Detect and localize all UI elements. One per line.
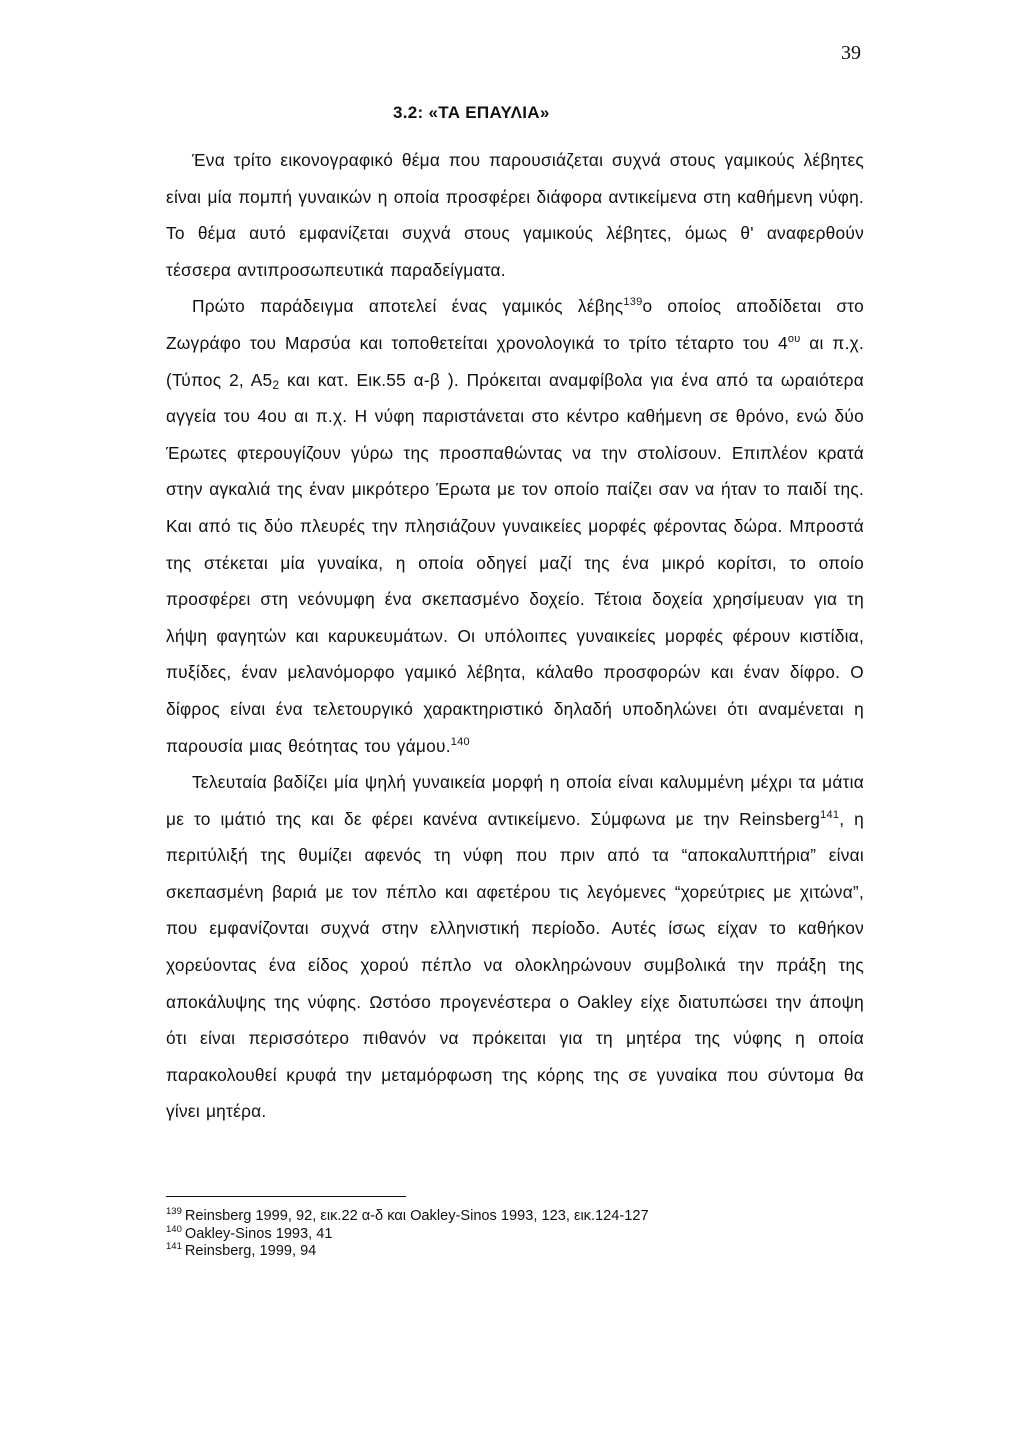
footnote-text: Oakley-Sinos 1993, 41 bbox=[184, 1225, 333, 1242]
paragraph-3-part-1: Τελευταία βαδίζει μία ψηλή γυναικεία μορφή η οποία είναι καλυμμένη μέχρι τα μάτια με το ιμάτιό της και δε φέρει κανένα αντικείμενο. Σύμφωνα με την Reinsberg bbox=[166, 772, 864, 829]
paragraph-2-part-4: και κατ. Εικ.55 α-β ). Πρόκειται αναμφίβολα για ένα από τα ωραιότερα αγγεία του 4ου αι π.χ. Η νύφη παριστάνεται στο κέντρο καθήμενη σε θρόνο, ενώ δύο Έρωτες φτερουγίζουν γύρω της προσπαθώντας να την στολίσουν. Επιπλέον κρατά στην αγκαλιά της έναν μικρότερο Έρωτα με τον οποίο παίζει σαν να ήταν το παιδί της. Και από τις δύο πλευρές την πλησιάζουν γυναικείες μορφές φέροντας δώρα. Μπροστά της στέκεται μία γυναίκα, η οποία οδηγεί μαζί της ένα μικρό κορίτσι, το οποίο προσφέρει στη νεόνυμφη ένα σκεπασμένο δοχείο. Τέτοια δοχεία χρησίμευαν για τη λήψη φαγητών και καρυκευμάτων. Οι υπόλοιπες γυναικείες μορφές φέρουν κιστίδια, πυξίδες, έναν μελανόμορφο γαμικό λέβητα, κάλαθο προσφορών και έναν δίφρο. Ο δίφρος είναι ένα τελετουργικό χαρακτηριστικό δηλαδή υποδηλώνει ότι αναμένεται η παρουσία μιας θεότητας του γάμου. bbox=[166, 369, 865, 756]
body-text bbox=[166, 142, 864, 1130]
footnote-text: Reinsberg 1999, 92, εικ.22 α-δ και Oakley-Sinos 1993, 123, εικ.124-127 bbox=[184, 1208, 649, 1224]
footnote-ref-141: 141 bbox=[820, 808, 840, 821]
footnote-141 bbox=[166, 1243, 866, 1261]
footnote-ref-139: 139 bbox=[623, 296, 643, 309]
type-subscript: 2 bbox=[272, 377, 280, 392]
ordinal-superscript: ου bbox=[787, 332, 801, 345]
footnote-number: 141 bbox=[166, 1241, 182, 1253]
footnote-140 bbox=[166, 1223, 866, 1244]
section-title: 3.2: «ΤΑ ΕΠΑΥΛΙΑ» bbox=[393, 103, 550, 122]
paragraph-1: Ένα τρίτο εικονογραφικό θέμα που παρουσιάζεται συχνά στους γαμικούς λέβητες είναι μία πομπή γυναικών η οποία προσφέρει διάφορα αντικείμενα στη καθήμενη νύφη. Το θέμα αυτό εμφανίζεται συχνά στους γαμικούς λέβητες, όμως θ' αναφερθούν τέσσερα αντιπροσωπευτικά παραδείγματα. bbox=[166, 150, 864, 280]
page-number: 39 bbox=[841, 42, 861, 64]
footnote-divider bbox=[166, 1196, 406, 1197]
footnote-139 bbox=[166, 1208, 866, 1226]
footnote-number: 139 bbox=[166, 1206, 182, 1217]
paragraph-2-part-3: αι π.χ.(Τύπος 2, Α5 bbox=[166, 332, 864, 390]
footnote-ref-140: 140 bbox=[450, 735, 470, 748]
paragraph-2 bbox=[166, 288, 864, 764]
footnote-number: 140 bbox=[166, 1223, 182, 1235]
paragraph-2-part-1: Πρώτο παράδειγμα αποτελεί ένας γαμικός λέβης bbox=[192, 296, 624, 317]
paragraph-3-part-2: , η περιτύλιξή της θυμίζει αφενός τη νύφη που πριν από τα “αποκαλυπτήρια” είναι σκεπασμένη βαριά με τον πέπλο και αφετέρου τις λεγόμενες “χορεύτριες με χιτώνα”, που εμφανίζονται συχνά στην ελληνιστική περίοδο. Αυτές ίσως είχαν το καθήκον χορεύοντας ένα είδος χορού πέπλο να ολοκληρώνουν συμβολικά την πράξη της αποκάλυψης της νύφης. Ωστόσο προγενέστερα ο Oakley είχε διατυπώσει την άποψη ότι είναι περισσότερο πιθανόν να πρόκειται για τη μητέρα της νύφης η οποία παρακολουθεί κρυφά την μεταμόρφωση της κόρης της σε γυναίκα που σύντομα θα γίνει μητέρα. bbox=[166, 808, 864, 1122]
footnote-text: Reinsberg, 1999, 94 bbox=[184, 1243, 317, 1260]
footnotes bbox=[166, 1208, 866, 1261]
paragraph-3 bbox=[166, 764, 864, 1130]
paragraph-2-part-2: ο οποίος αποδίδεται στο Ζωγράφο του Μαρσύα και τοποθετείται χρονολογικά το τρίτο τέταρτο του 4 bbox=[166, 296, 864, 353]
